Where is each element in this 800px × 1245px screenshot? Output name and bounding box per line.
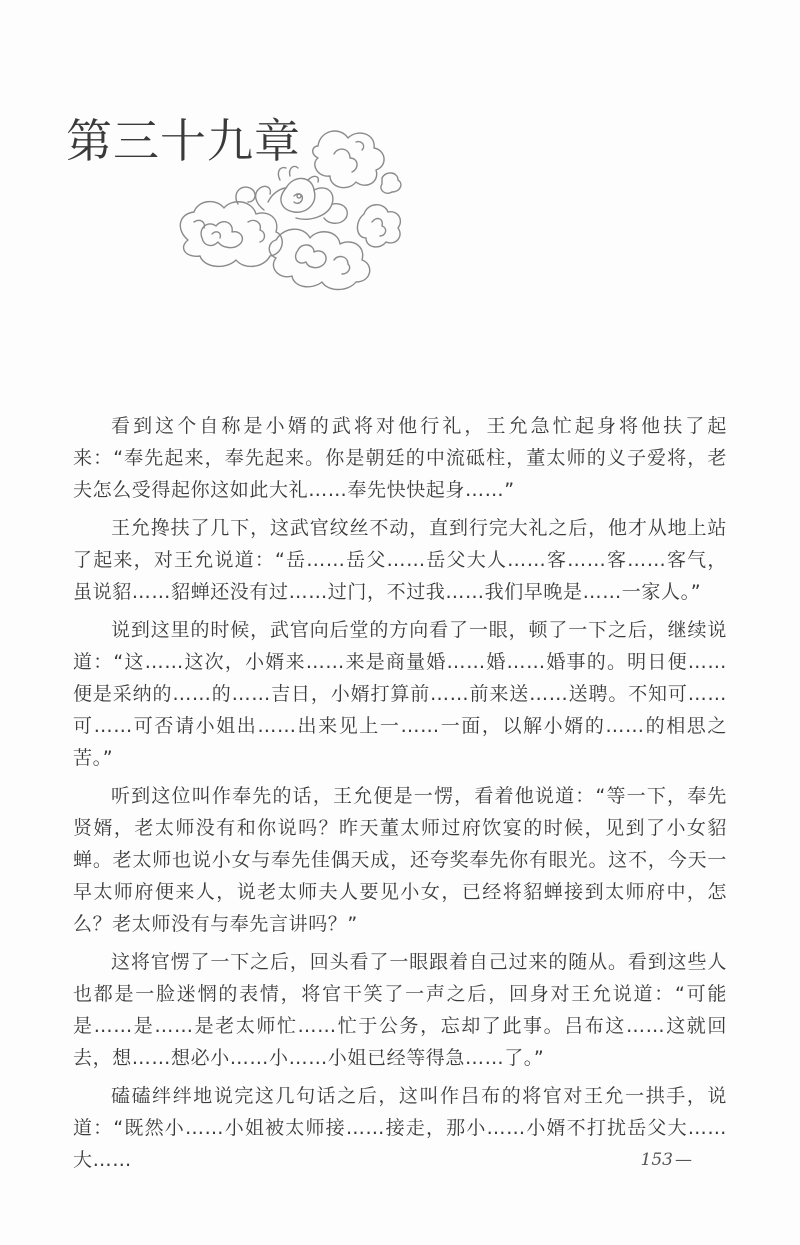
paragraph: 看到这个自称是小婿的武将对他行礼，王允急忙起身将他扶了起来：“奉先起来，奉先起来。你是朝廷的中流砥柱，董太师的义子爱将，老夫怎么受得起你这如此大礼……奉先快快起身……” (73, 415, 727, 501)
paragraph: 听到这位叫作奉先的话，王允便是一愣，看着他说道：“等一下，奉先贤婿，老太师没有和你说吗？昨天董太师过府饮宴的时候，见到了小女貂蝉。老太师也说小女与奉先佳偶天成，还夸奖奉先你有眼光。这不，今天一早太师府便来人，说老太师夫人要见小女，已经将貂蝉接到太师府中，怎么？老太师没有与奉先言讲吗？” (73, 785, 727, 935)
dragon-cloud-ornament-icon (168, 118, 406, 298)
paragraph: 磕磕绊绊地说完这几句话之后，这叫作吕布的将官对王允一拱手，说道：“既然小……小姐被太师接……接走，那小……小婿不打扰岳父大……大…… (73, 1085, 727, 1171)
chapter-body (73, 410, 727, 1182)
paragraph: 王允搀扶了几下，这武官纹丝不动，直到行完大礼之后，他才从地上站了起来，对王允说道：“岳……岳父……岳父大人……客……客……客气，虽说貂……貂蝉还没有过……过门，不过我……我们早晚是……一家人。” (73, 517, 727, 603)
paragraph: 这将官愣了一下之后，回头看了一眼跟着自己过来的随从。看到这些人也都是一脸迷惘的表情，将官干笑了一声之后，回身对王允说道：“可能是……是……是老太师忙……忙于公务，忘却了此事。吕布这……这就回去，想……想必小……小……小姐已经等得急……了。” (73, 951, 727, 1069)
chapter-title: 第三十九章 (66, 114, 301, 168)
page-number-value: 153 (640, 1150, 673, 1170)
paragraph: 说到这里的时候，武官向后堂的方向看了一眼，顿了一下之后，继续说道：“这……这次，小婿来……来是商量婚……婚……婚事的。明日便……便是采纳的……的……吉日，小婿打算前……前来送……送聘。不知可……可……可否请小姐出……出来见上一……一面，以解小婿的……的相思之苦。” (73, 619, 727, 769)
page-number (641, 1150, 692, 1170)
page-number-dash: — (675, 1150, 692, 1170)
